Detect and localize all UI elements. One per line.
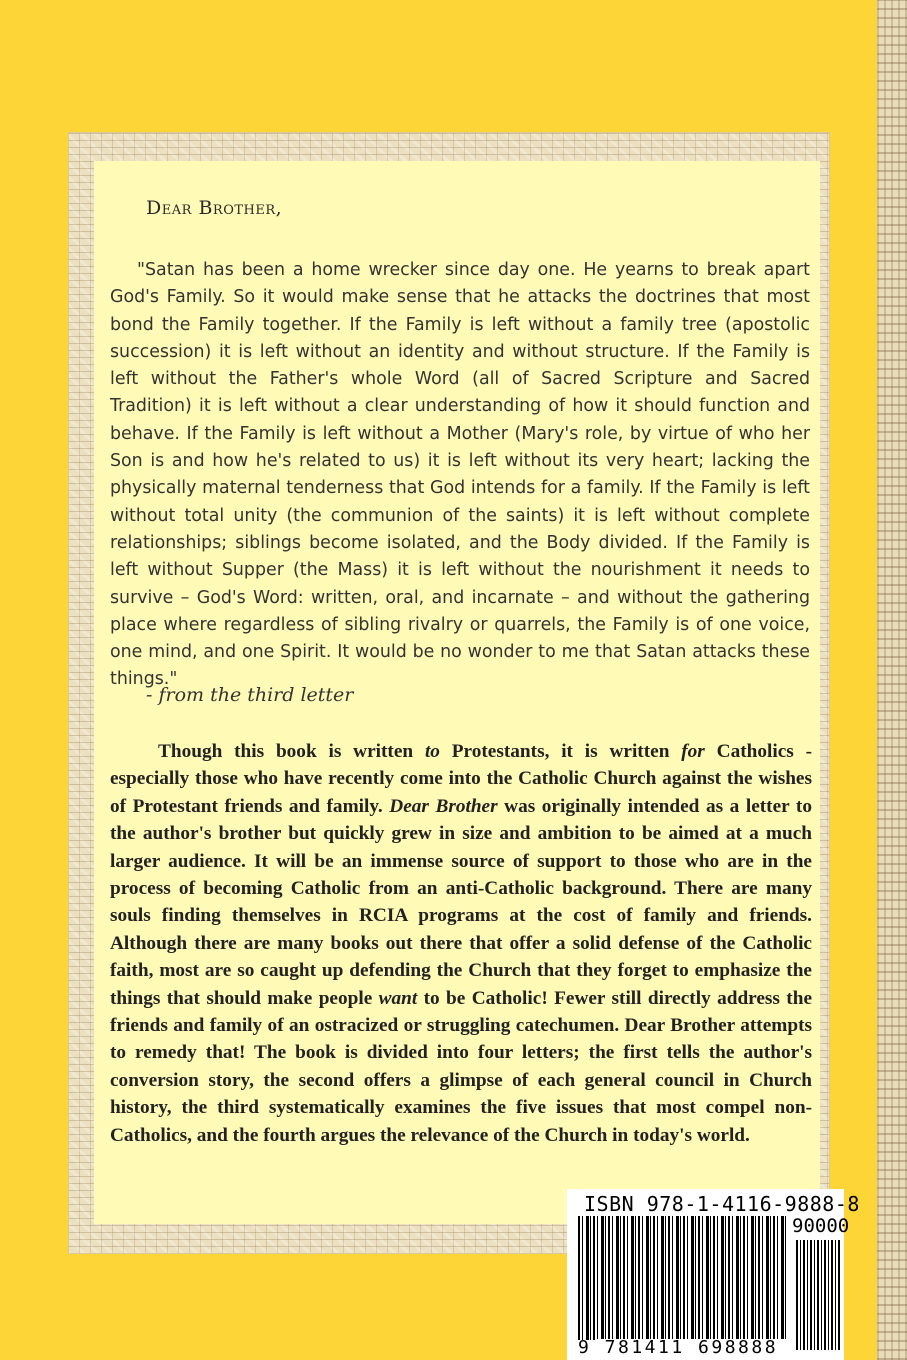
ean-digits: 9 781411 698888 [578,1337,779,1358]
description-text-1: Though this book is written [158,741,425,762]
description-text-2: Protestants, it is written [439,741,682,762]
quote-source: - from the third letter [146,684,354,706]
barcode-bars [578,1216,788,1340]
description-title-emphasis: Dear Brother [389,795,498,817]
description-text-3: Catholics - especially those who have recently come into the Catholic Church against the wishes of Protestant friends and family. [110,741,813,817]
barcode-price-code: 90000 [792,1215,850,1237]
description-emphasis-for: for [681,741,705,762]
description-emphasis-to: to [424,741,440,762]
description-text-4: was originally intended as a letter to the author's brother but quickly grew in size and ambition to be aimed at a much larger audience. It will be an immense source of support to those who are in the process of becoming Catholic from an anti-Catholic background. There are many souls finding themselves in RCIA programs at the cost of family and friends. Although there are many books out there that offer a solid defense of the Catholic faith, most are so caught up defending the Church that they forget to emphasize the things that should make people [110,795,812,1009]
description-text-5: to be Catholic! Fewer still directly address the friends and family of an ostracized or struggling catechumen. Dear Brother attempts to remedy that! The book is divided into four letters; the first tells the author's conversion story, the second offers a glimpse of each general council in Church history, the third systematically examines the five issues that most compel non-Catholics, and the fourth argues the relevance of the Church in today's world. [110,987,813,1146]
isbn-number: ISBN 978-1-4116-9888-8 [584,1192,860,1216]
book-description [110,738,812,1149]
description-emphasis-want: want [378,987,418,1009]
letter-salutation: Dear Brother, [146,197,283,219]
textured-edge-strip [877,0,907,1360]
barcode-addon-bars [796,1240,840,1350]
letter-quote: "Satan has been a home wrecker since day one. He yearns to break apart God's Family. So it would make sense that he attacks the doctrines that most bond the Family together. If the Family is left without a family tree (apostolic succession) it is left without an identity and without structure. If the Family is left without the Father's whole Word (all of Sacred Scripture and Sacred Tradition) it is left without a clear understanding of how it should function and behave. If the Family is left without a Mother (Mary's role, by virtue of who her Son is and how he's related to us) it is left without its very heart; lacking the physically maternal tenderness that God intends for a family. If the Family is left without total unity (the communion of the saints) it is left without complete relationships; siblings become isolated, and the Body divided. If the Family is left without Supper (the Mass) it is left without the nourishment it needs to survive – God's Word: written, oral, and incarnate – and without the gathering place where regardless of sibling rivalry or quarrels, the Family is of one voice, one mind, and one Spirit. It would be no wonder to me that Satan attacks these things." [110,260,810,690]
